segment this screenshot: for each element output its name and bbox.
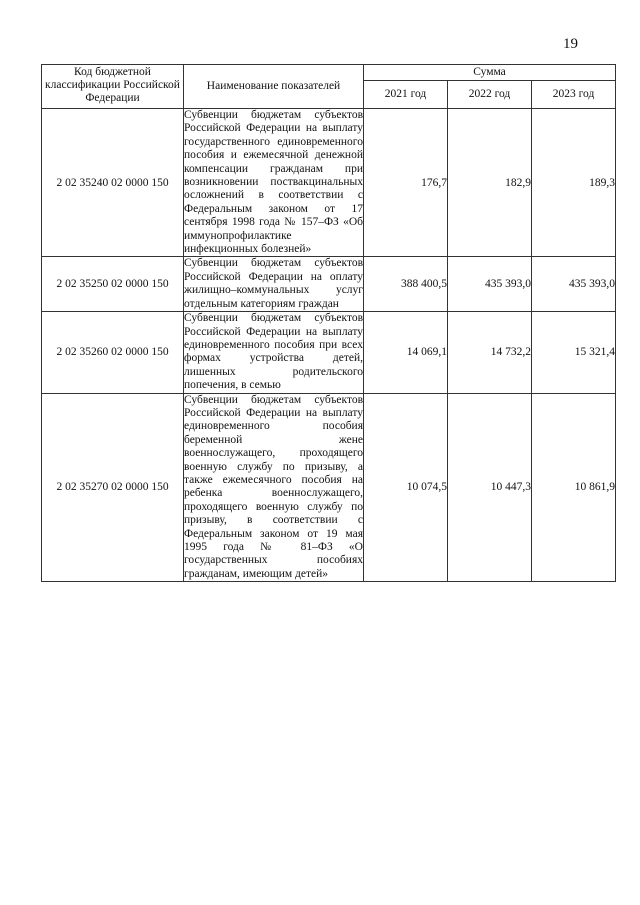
row-value-2023: 435 393,0 [532, 257, 616, 312]
page-number: 19 [563, 36, 578, 52]
row-value-2022: 182,9 [448, 109, 532, 257]
header-year-2023: 2023 год [532, 81, 616, 109]
row-value-2022: 14 732,2 [448, 312, 532, 393]
header-year-2022: 2022 год [448, 81, 532, 109]
row-name: Субвенции бюджетам субъектов Российской Федерации на выплату единовременного пособия беременной жене военнослужащего, проходящего военную службу по призыву, а также ежемесячного пособия на ребенка военнослужащего, проходящего военную службу по призыву, в соответствии с Федеральным законом от 19 мая 1995 года № 81–ФЗ «О государственных пособиях гражданам, имеющим детей» [184, 393, 363, 580]
row-code: 2 02 35260 02 0000 150 [42, 312, 184, 393]
row-value-2023: 189,3 [532, 109, 616, 257]
row-value-2021: 14 069,1 [364, 312, 448, 393]
row-value-2022: 435 393,0 [448, 257, 532, 312]
table-row [42, 257, 616, 312]
header-code: Код бюджетной классификации Российской Федерации [42, 65, 184, 109]
row-name: Субвенции бюджетам субъектов Российской Федерации на оплату жилищно–коммунальных услуг отдельным категориям граждан [184, 257, 363, 310]
row-name: Субвенции бюджетам субъектов Российской Федерации на выплату единовременного пособия при всех формах устройства детей, лишенных родительского попечения, в семью [184, 312, 363, 392]
header-year-2021: 2021 год [364, 81, 448, 109]
row-code: 2 02 35270 02 0000 150 [42, 393, 184, 582]
table-row [42, 393, 616, 582]
header-name: Наименование показателей [184, 65, 364, 109]
row-code: 2 02 35250 02 0000 150 [42, 257, 184, 312]
row-value-2023: 15 321,4 [532, 312, 616, 393]
header-sum: Сумма [364, 65, 616, 81]
row-code: 2 02 35240 02 0000 150 [42, 109, 184, 257]
row-value-2021: 176,7 [364, 109, 448, 257]
row-value-2021: 10 074,5 [364, 393, 448, 582]
budget-revenue-table [41, 64, 616, 582]
row-value-2023: 10 861,9 [532, 393, 616, 582]
table-row [42, 312, 616, 393]
row-name: Субвенции бюджетам субъектов Российской Федерации на выплату государственного единовременного пособия и ежемесячной денежной компенсации гражданам при возникновении поствакцинальных осложнений в соответствии с Федеральным законом от 17 сентября 1998 года № 157–ФЗ «Об иммунопрофилактике инфекционных болезней» [184, 109, 363, 256]
row-value-2022: 10 447,3 [448, 393, 532, 582]
row-value-2021: 388 400,5 [364, 257, 448, 312]
table-row [42, 109, 616, 257]
